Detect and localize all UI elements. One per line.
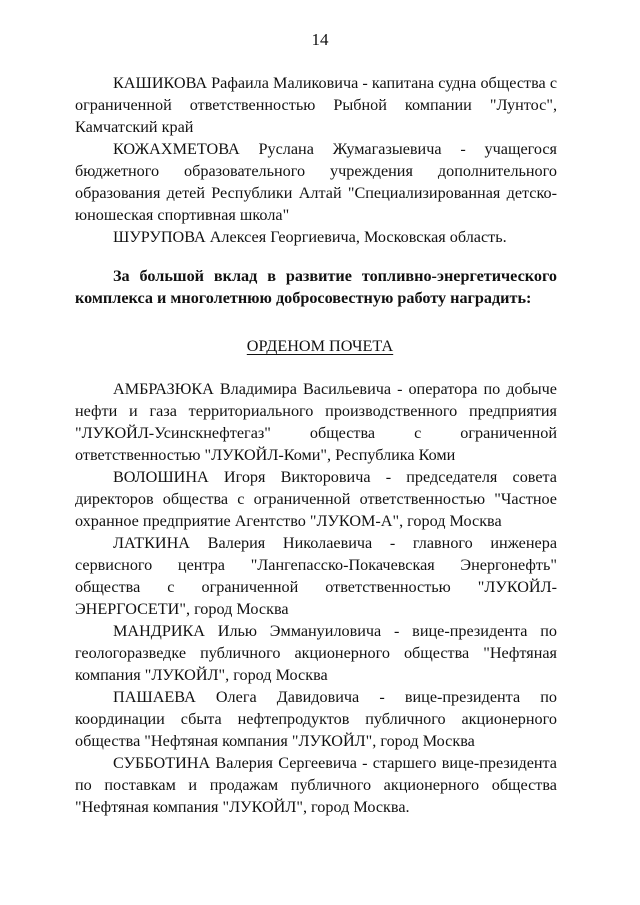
awardee-name: ЛАТКИНА Валерия Николаевича [113, 534, 373, 552]
awardee-description: , Московская область. [355, 228, 507, 246]
order-title-text: ОРДЕНОМ ПОЧЕТА [246, 337, 394, 355]
awardee-description: - вице-президента по координации сбыта нефтепродуктов публичного акционерного общества "Нефтяная компания "ЛУКОЙЛ", город Москва [75, 688, 557, 750]
awardee-description: - вице-президента по геологоразведке публичного акционерного общества "Нефтяная компания "ЛУКОЙЛ", город Москва [75, 622, 557, 684]
awardee-entry [75, 226, 557, 248]
awardee-name: МАНДРИКА Илью Эммануиловича [113, 622, 382, 640]
awardee-entry [75, 378, 557, 466]
awardee-description: - капитана судна общества с ограниченной ответственностью Рыбной компании "Лунтос", Камчатский край [75, 74, 558, 136]
awardee-entry [75, 138, 557, 226]
awardee-name: СУББОТИНА Валерия Сергеевича [113, 754, 357, 772]
awardee-name: АМБРАЗЮКА Владимира Васильевича [113, 380, 392, 398]
awardee-entry [75, 72, 557, 138]
awardee-name: ВОЛОШИНА Игоря Викторовича [113, 468, 371, 486]
awardee-description: - учащегося бюджетного образовательного учреждения дополнительного образования детей Республики Алтай "Специализированная детско-юношеская спортивная школа" [75, 140, 557, 224]
award-heading: За большой вклад в развитие топливно-энергетического комплекса и многолетнюю добросовестную работу наградить: [75, 267, 557, 307]
order-title [0, 335, 640, 357]
awardees-list-b [75, 378, 557, 818]
awardee-name: ПАШАЕВА Олега Давидовича [113, 688, 360, 706]
awardee-description: - оператора по добыче нефти и газа территориального производственного предприятия "ЛУКОЙЛ-Усинскнефтегаз" общества с ограниченной ответственностью "ЛУКОЙЛ-Коми", Республика Коми [75, 380, 557, 464]
awardee-description: - председателя совета директоров общества с ограниченной ответственностью "Частное охранное предприятие Агентство "ЛУКОМ-А", город Москва [75, 468, 557, 530]
awardee-description: - старшего вице-президента по поставкам и продажам публичного акционерного общества "Нефтяная компания "ЛУКОЙЛ", город Москва. [75, 754, 557, 816]
page-number: 14 [311, 30, 329, 49]
awardee-name: ШУРУПОВА Алексея Георгиевича [113, 228, 356, 246]
awardee-entry [75, 466, 557, 532]
awardee-entry [75, 620, 557, 686]
awardee-name: КОЖАХМЕТОВА Руслана Жумагазыевича [113, 140, 442, 158]
awardees-list-a [75, 72, 557, 248]
awardee-entry [75, 532, 557, 620]
awardee-entry [75, 752, 557, 818]
awardee-entry [75, 686, 557, 752]
awardee-description: - главного инженера сервисного центра "Лангепасско-Покачевская Энергонефть" общества с ограниченной ответственностью "ЛУКОЙЛ-ЭНЕРГОСЕТИ", город Москва [75, 534, 557, 618]
awardee-name: КАШИКОВА Рафаила Маликовича [113, 74, 359, 92]
